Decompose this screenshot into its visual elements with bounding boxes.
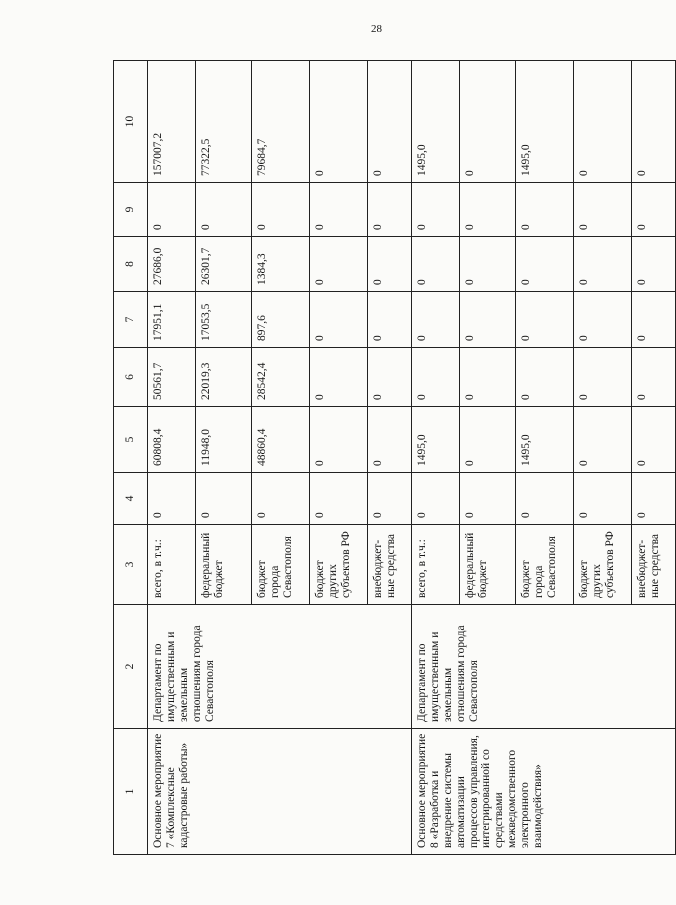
value-cell: 0 [368, 292, 412, 348]
value-cell: 0 [368, 183, 412, 237]
budget-table [113, 60, 676, 855]
header-cell: 5 [114, 407, 148, 473]
funding-source-cell: внебюджет-ные средства [368, 525, 412, 605]
header-cell: 2 [114, 605, 148, 729]
value-cell: 0 [460, 473, 516, 525]
value-cell: 157007,2 [148, 61, 196, 183]
value-cell: 0 [516, 473, 574, 525]
value-cell: 0 [368, 61, 412, 183]
header-cell: 8 [114, 237, 148, 292]
value-cell: 0 [368, 473, 412, 525]
value-cell: 0 [196, 473, 252, 525]
value-cell: 0 [516, 183, 574, 237]
value-cell: 27686,0 [148, 237, 196, 292]
value-cell: 0 [632, 407, 676, 473]
value-cell: 0 [574, 348, 632, 407]
value-cell: 0 [148, 473, 196, 525]
value-cell: 0 [632, 237, 676, 292]
rotated-table-wrapper [113, 61, 661, 855]
value-cell: 0 [310, 237, 368, 292]
value-cell: 0 [310, 61, 368, 183]
value-cell: 0 [460, 292, 516, 348]
value-cell: 0 [516, 348, 574, 407]
funding-source-cell: федеральный бюджет [196, 525, 252, 605]
value-cell: 0 [368, 348, 412, 407]
header-cell: 7 [114, 292, 148, 348]
value-cell: 1495,0 [412, 407, 460, 473]
funding-source-cell: федеральный бюджет [460, 525, 516, 605]
value-cell: 26301,7 [196, 237, 252, 292]
value-cell: 0 [632, 183, 676, 237]
funding-source-cell: бюджет других субъектов РФ [574, 525, 632, 605]
value-cell: 0 [196, 183, 252, 237]
table-row [148, 61, 196, 855]
value-cell: 0 [574, 473, 632, 525]
value-cell: 0 [632, 292, 676, 348]
page-number: 28 [371, 23, 382, 35]
value-cell: 28542,4 [252, 348, 310, 407]
funding-source-cell: бюджет других субъектов РФ [310, 525, 368, 605]
event-name-cell: Основное мероприятие 8 «Разработка и внедрение системы автоматизации процессов управления, интегрированной со средствами межведомственного электронного взаимодействия» [412, 729, 676, 855]
value-cell: 0 [310, 183, 368, 237]
value-cell: 0 [574, 61, 632, 183]
value-cell: 0 [310, 348, 368, 407]
header-cell: 3 [114, 525, 148, 605]
value-cell: 79684,7 [252, 61, 310, 183]
value-cell: 0 [310, 292, 368, 348]
value-cell: 50561,7 [148, 348, 196, 407]
executor-cell: Департамент по имущественным и земельным отношениям города Севастополя [148, 605, 412, 729]
value-cell: 0 [148, 183, 196, 237]
value-cell: 0 [368, 407, 412, 473]
header-cell: 4 [114, 473, 148, 525]
value-cell: 0 [460, 61, 516, 183]
header-cell: 9 [114, 183, 148, 237]
value-cell: 1495,0 [516, 61, 574, 183]
value-cell: 11948,0 [196, 407, 252, 473]
funding-source-cell: всего, в т.ч.: [412, 525, 460, 605]
value-cell: 0 [632, 473, 676, 525]
value-cell: 77322,5 [196, 61, 252, 183]
value-cell: 0 [460, 183, 516, 237]
value-cell: 0 [574, 237, 632, 292]
value-cell: 0 [368, 237, 412, 292]
header-cell: 6 [114, 348, 148, 407]
value-cell: 0 [460, 237, 516, 292]
value-cell: 0 [516, 292, 574, 348]
value-cell: 60808,4 [148, 407, 196, 473]
funding-source-cell: всего, в т.ч.: [148, 525, 196, 605]
value-cell: 22019,3 [196, 348, 252, 407]
value-cell: 0 [632, 61, 676, 183]
value-cell: 0 [412, 292, 460, 348]
funding-source-cell: бюджет города Севастополя [252, 525, 310, 605]
event-name-cell: Основное мероприятие 7 «Комплексные кадастровые работы» [148, 729, 412, 855]
header-cell: 10 [114, 61, 148, 183]
value-cell: 17951,1 [148, 292, 196, 348]
value-cell: 0 [516, 237, 574, 292]
executor-cell: Департамент по имущественным и земельным отношениям города Севастополя [412, 605, 676, 729]
value-cell: 0 [412, 183, 460, 237]
value-cell: 0 [574, 183, 632, 237]
header-cell: 1 [114, 729, 148, 855]
value-cell: 0 [412, 473, 460, 525]
table-row [412, 61, 460, 855]
value-cell: 17053,5 [196, 292, 252, 348]
funding-source-cell: внебюджет-ные средства [632, 525, 676, 605]
value-cell: 897,6 [252, 292, 310, 348]
value-cell: 0 [252, 183, 310, 237]
value-cell: 1495,0 [412, 61, 460, 183]
value-cell: 0 [632, 348, 676, 407]
funding-source-cell: бюджет города Севастополя [516, 525, 574, 605]
value-cell: 0 [460, 348, 516, 407]
value-cell: 0 [412, 237, 460, 292]
value-cell: 0 [574, 407, 632, 473]
value-cell: 0 [310, 407, 368, 473]
header-row [114, 61, 148, 855]
budget-table-area [113, 61, 661, 855]
value-cell: 1495,0 [516, 407, 574, 473]
value-cell: 0 [574, 292, 632, 348]
value-cell: 1384,3 [252, 237, 310, 292]
value-cell: 0 [310, 473, 368, 525]
value-cell: 0 [412, 348, 460, 407]
value-cell: 48860,4 [252, 407, 310, 473]
value-cell: 0 [252, 473, 310, 525]
value-cell: 0 [460, 407, 516, 473]
